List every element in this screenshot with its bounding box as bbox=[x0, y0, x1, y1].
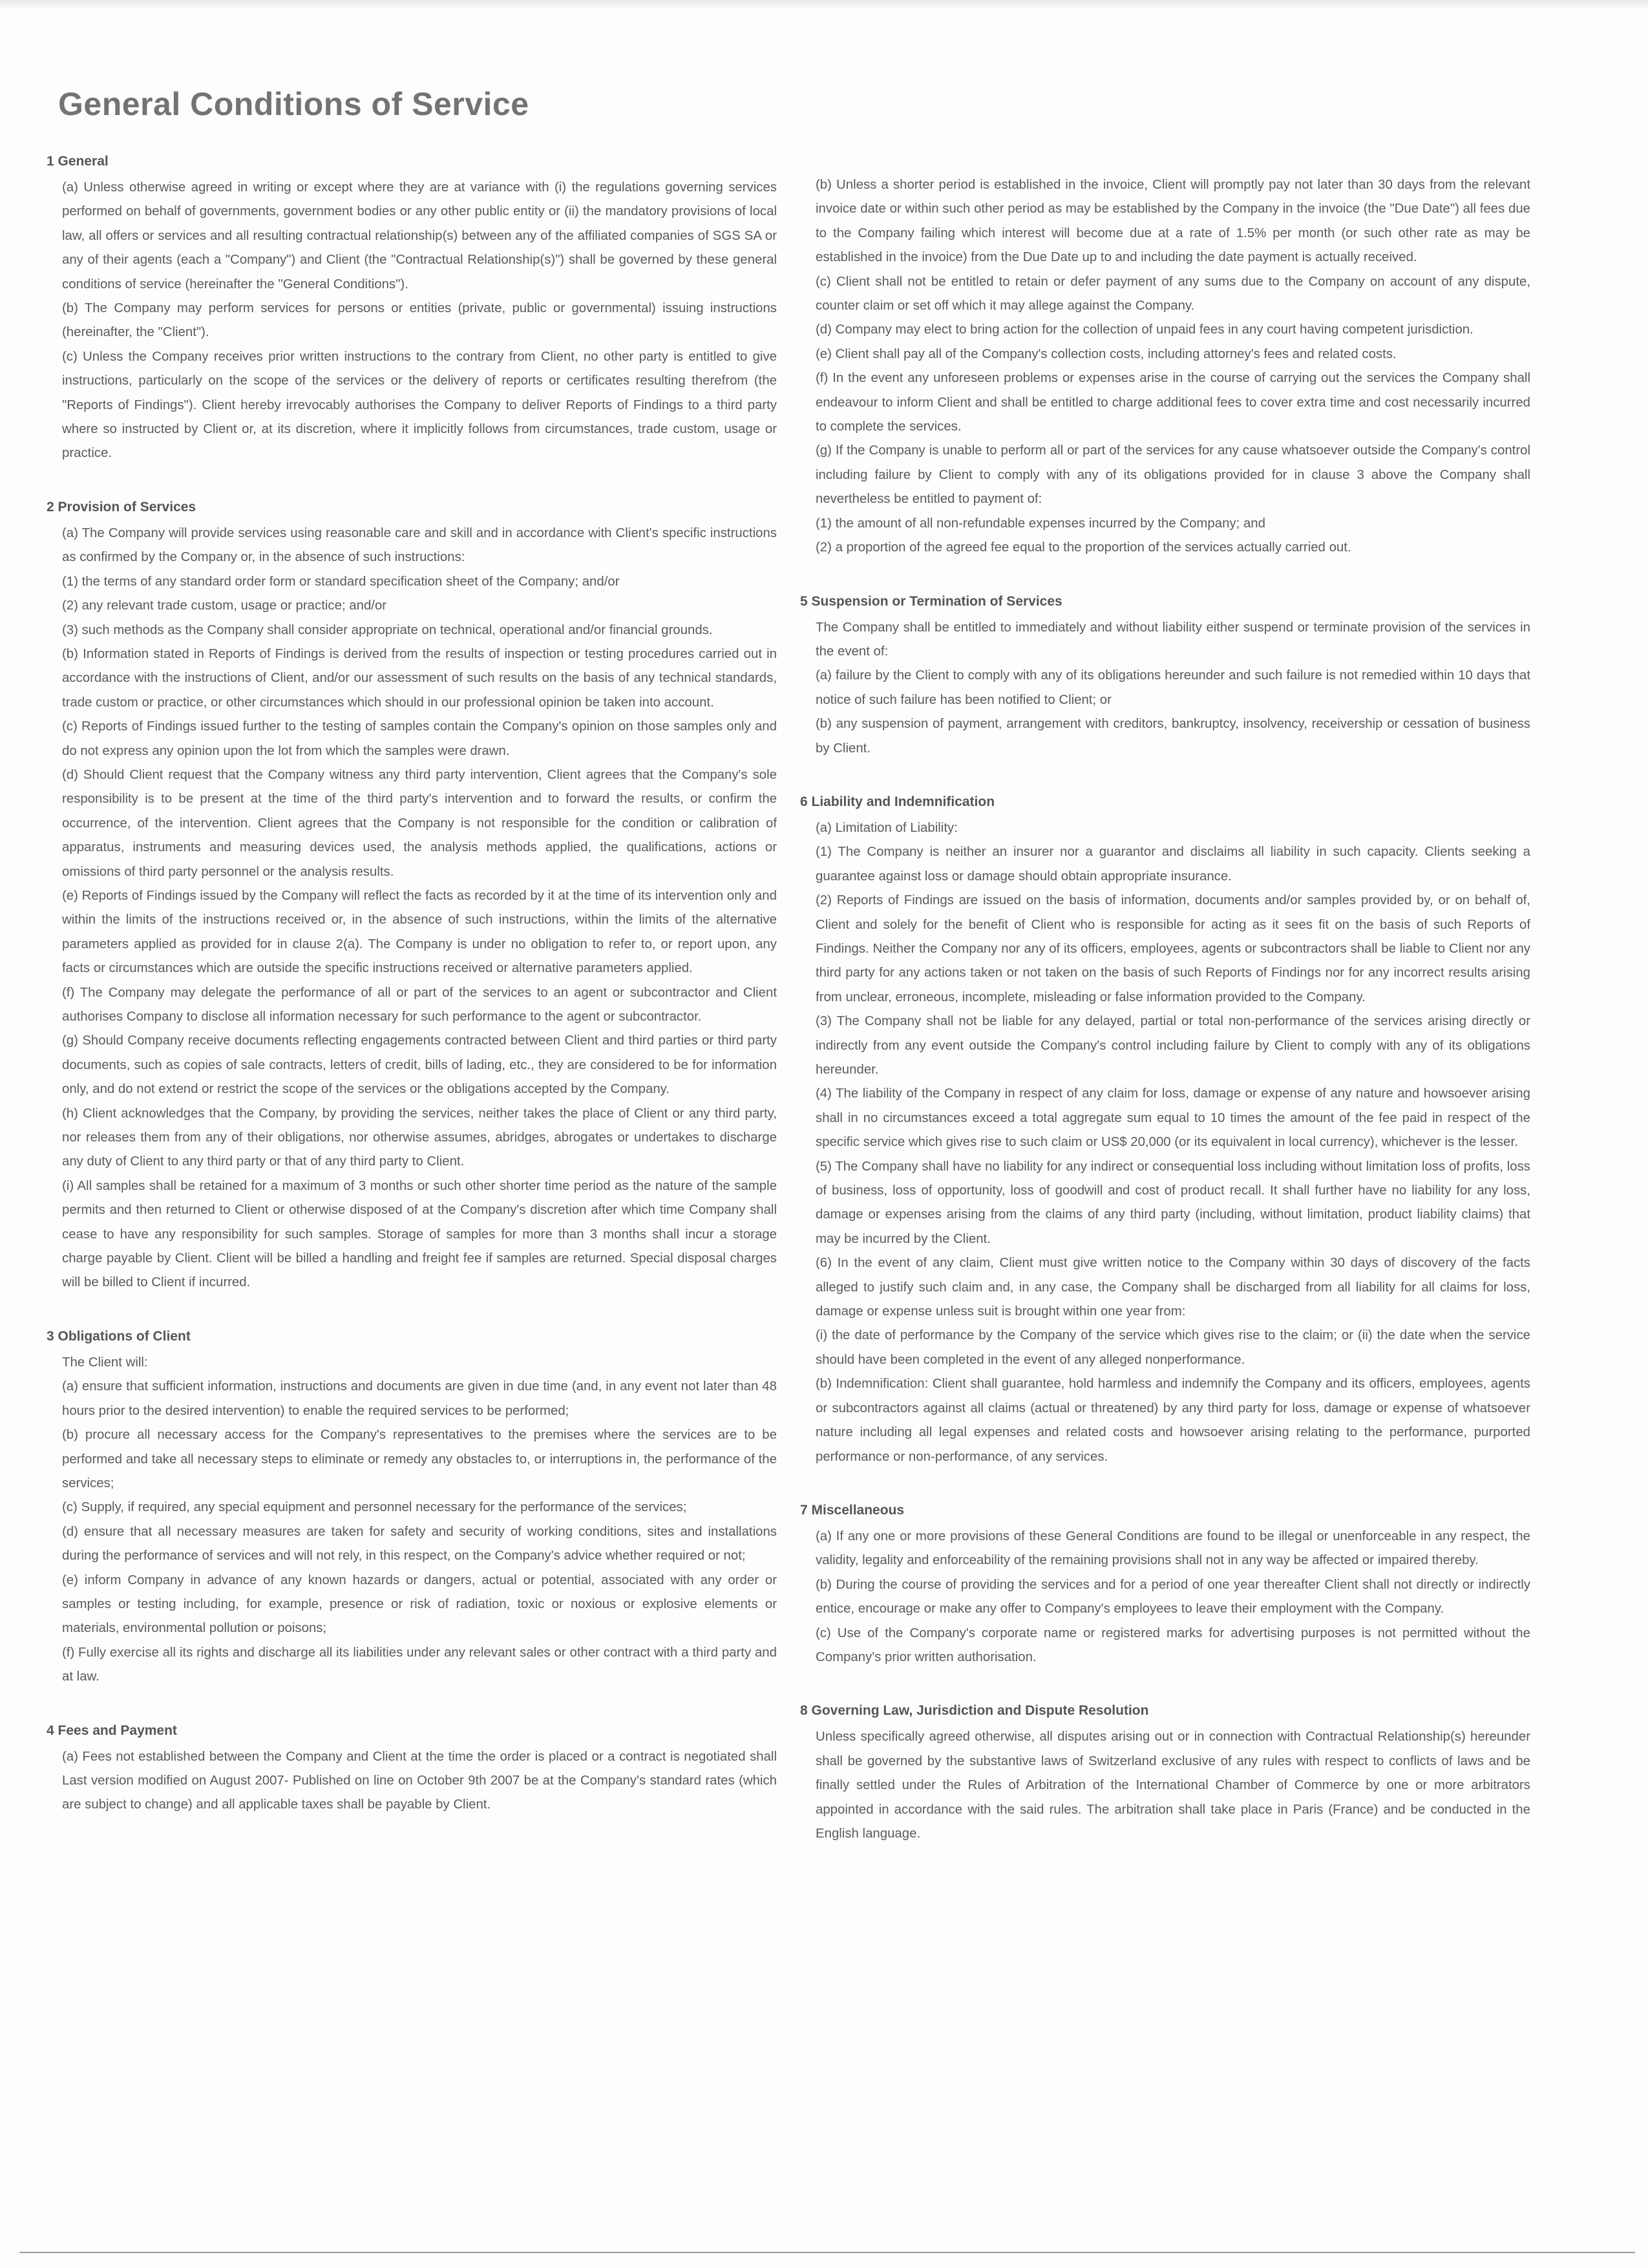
paragraph: (c) Unless the Company receives prior written instructions to the contrary from Client, no other party is entitled to give instructions, particularly on the scope of the services or the delivery of reports or certificates resulting therefrom (the "Reports of Findings"). Client hereby irrevocably authorises the Company to deliver Reports of Findings to a third party where so instructed by Client or, at its discretion, where it implicitly follows from circumstances, trade custom, usage or practice. bbox=[62, 349, 777, 461]
section-fees-and-payment bbox=[47, 1719, 777, 1818]
paragraph: (b) procure all necessary access for the Company's representatives to the premises where the services are to be performed and take all necessary steps to eliminate or remedy any obstacles to, or interruptions in, the performance of the services; bbox=[62, 1428, 777, 1490]
paragraph: The Client will: bbox=[62, 1355, 148, 1370]
paragraph: (6) In the event of any claim, Client must give written notice to the Company within 30 days of discovery of the facts alleged to justify such claim and, in any case, the Company shall be discharged from all liability for all claims for loss, damage or expense unless suit is brought within one year from: bbox=[816, 1256, 1530, 1319]
page-title: General Conditions of Service bbox=[58, 86, 529, 122]
section-heading: 4 Fees and Payment bbox=[47, 1722, 177, 1738]
paragraph: (f) In the event any unforeseen problems or expenses arise in the course of carrying out the services the Company shall endeavour to inform Client and shall be entitled to charge additional fees to cover extra time and cost necessarily incurred to complete the services. bbox=[816, 371, 1530, 434]
paragraph: (a) Limitation of Liability: bbox=[816, 820, 958, 835]
section-obligations-of-client bbox=[47, 1325, 777, 1690]
section-general bbox=[47, 150, 777, 466]
section-governing-law bbox=[800, 1699, 1530, 1846]
paragraph: (5) The Company shall have no liability for any indirect or consequential loss including without limitation loss of profits, loss of business, loss of opportunity, loss of goodwill and cost of product recall. It shall further have no liability for any loss, damage or expenses arising from the claims of any third party (including, without limitation, product liability claims) that may be incurred by the Client. bbox=[816, 1159, 1530, 1246]
paragraph: (1) The Company is neither an insurer nor a guarantor and disclaims all liability in such capacity. Clients seeking a guarantee against loss or damage should obtain appropriate insurance. bbox=[816, 845, 1530, 884]
paragraph: (e) Client shall pay all of the Company's collection costs, including attorney's fees and related costs. bbox=[816, 346, 1397, 361]
paragraph: (d) ensure that all necessary measures are taken for safety and security of working conditions, sites and installations during the performance of services and will not rely, in this respect, on the Company's advice whether required or not; bbox=[62, 1524, 777, 1563]
paragraph: (e) Reports of Findings issued by the Company will reflect the facts as recorded by it at the time of its intervention only and within the limits of the instructions received or, in the absence of such instructions, within the limits of the alternative parameters applied as provided for in clause 2(a). The Company is under no obligation to refer to, or report upon, any facts or circumstances which are outside the specific instructions received or alternative parameters applied. bbox=[62, 888, 777, 976]
paragraph: (3) The Company shall not be liable for any delayed, partial or total non-performance of the services arising directly or indirectly from any event outside the Company's control including failure by Client to comply with any of its obligations hereunder. bbox=[816, 1014, 1530, 1077]
section-heading: 1 General bbox=[47, 154, 109, 169]
paragraph: (d) Company may elect to bring action for the collection of unpaid fees in any court having competent jurisdiction. bbox=[816, 323, 1474, 337]
paragraph: (b) Unless a shorter period is established in the invoice, Client will promptly pay not later than 30 days from the relevant invoice date or within such other period as may be established by the Company in the invoice (the "Due Date") all fees due to the Company failing which interest will become due at a rate of 1.5% per month (or such other rate as may be established in the invoice) from the Due Date up to and including the date payment is actually received. bbox=[816, 178, 1530, 265]
paragraph: (4) The liability of the Company in respect of any claim for loss, damage or expense of any nature and howsoever arising shall in no circumstances exceed a total aggregate sum equal to 10 times the amount of the fee paid in respect of the specific service which gives rise to such claim or US$ 20,000 (or its equivalent in local currency), whichever is the lesser. bbox=[816, 1086, 1530, 1150]
section-heading: 2 Provision of Services bbox=[47, 499, 196, 514]
section-provision-of-services bbox=[47, 496, 777, 1295]
paragraph: (c) Supply, if required, any special equipment and personnel necessary for the performance of the services; bbox=[62, 1500, 687, 1515]
paragraph: (c) Client shall not be entitled to retain or defer payment of any sums due to the Company on account of any dispute, counter claim or set off which it may allege against the Company. bbox=[816, 274, 1530, 313]
paragraph: (b) The Company may perform services for persons or entities (private, public or governmental) issuing instructions (hereinafter, the "Client"). bbox=[62, 301, 777, 340]
paragraph: The Company shall be entitled to immediately and without liability either suspend or terminate provision of the services in the event of: bbox=[816, 620, 1530, 659]
section-heading: 5 Suspension or Termination of Services bbox=[800, 593, 1062, 609]
paragraph: (2) a proportion of the agreed fee equal to the proportion of the services actually carried out. bbox=[816, 540, 1351, 555]
paragraph: (1) the amount of all non-refundable expenses incurred by the Company; and bbox=[816, 516, 1265, 531]
paragraph: (a) Fees not established between the Company and Client at the time the order is placed or a contract is negotiated shall Last version modified on August 2007- Published on line on October 9th 2007 be at the Company's standard rates (which are subject to change) and all applicable taxes shall be payable by Client. bbox=[62, 1749, 777, 1812]
right-column bbox=[800, 173, 1530, 1876]
section-suspension-termination bbox=[800, 590, 1530, 761]
paragraph: (a) failure by the Client to comply with any of its obligations hereunder and such failure is not remedied within 10 days that notice of such failure has been notified to Client; or bbox=[816, 668, 1530, 707]
section-miscellaneous bbox=[800, 1499, 1530, 1669]
left-column bbox=[47, 150, 777, 1847]
section-liability-indemnification bbox=[800, 790, 1530, 1469]
paragraph: (e) inform Company in advance of any known hazards or dangers, actual or potential, associated with any order or samples or testing including, for example, presence or risk of radiation, toxic or noxious or explosive elements or materials, environmental pollution or poisons; bbox=[62, 1573, 777, 1636]
paragraph: (g) Should Company receive documents reflecting engagements contracted between Client and third parties or third party documents, such as copies of sale contracts, letters of credit, bills of lading, etc., they are considered to be for information only, and do not extend or restrict the scope of the services or the obligations accepted by the Company. bbox=[62, 1033, 777, 1097]
paragraph: (h) Client acknowledges that the Company, by providing the services, neither takes the place of Client or any third party, nor releases them from any of their obligations, nor otherwise assumes, abridges, abrogates or undertakes to discharge any duty of Client to any third party or that of any third party to Client. bbox=[62, 1106, 777, 1169]
section-heading: 8 Governing Law, Jurisdiction and Dispute Resolution bbox=[800, 1703, 1149, 1719]
paragraph: (f) The Company may delegate the performance of all or part of the services to an agent or subcontractor and Client authorises Company to disclose all information necessary for such performance to the agent or subcontractor. bbox=[62, 985, 777, 1024]
paragraph: (a) If any one or more provisions of these General Conditions are found to be illegal or unenforceable in any respect, the validity, legality and enforceability of the remaining provisions shall not in any way be affected or impaired thereby. bbox=[816, 1529, 1530, 1568]
paragraph: (b) Information stated in Reports of Findings is derived from the results of inspection or testing procedures carried out in accordance with the instructions of Client, and/or our assessment of such results on the basis of any technical standards, trade custom or practice, or other circumstances which should in our professional opinion be taken into account. bbox=[62, 646, 777, 710]
section-heading: 6 Liability and Indemnification bbox=[800, 794, 995, 809]
paragraph: (i) the date of performance by the Company of the service which gives rise to the claim; or (ii) the date when the service should have been completed in the event of any alleged nonperformance. bbox=[816, 1328, 1530, 1367]
paragraph: (a) The Company will provide services using reasonable care and skill and in accordance with Client's specific instructions as confirmed by the Company or, in the absence of such instructions: bbox=[62, 525, 777, 565]
paragraph: (1) the terms of any standard order form or standard specification sheet of the Company; and/or bbox=[62, 574, 620, 589]
paragraph: (3) such methods as the Company shall consider appropriate on technical, operational and/or financial grounds. bbox=[62, 622, 713, 637]
paragraph: (2) any relevant trade custom, usage or practice; and/or bbox=[62, 599, 387, 613]
paragraph: (i) All samples shall be retained for a maximum of 3 months or such other shorter time period as the nature of the sample permits and then returned to Client or otherwise disposed of at the Company's discretion after which time Company shall cease to have any responsibility for such samples. Storage of samples for more than 3 months shall incur a storage charge payable by Client. Client will be billed a handling and freight fee if samples are returned. Special disposal charges will be billed to Client if incurred. bbox=[62, 1178, 777, 1290]
paragraph: (c) Reports of Findings issued further to the testing of samples contain the Company's opinion on those samples only and do not express any opinion upon the lot from which the samples were drawn. bbox=[62, 719, 777, 758]
paragraph: (b) During the course of providing the services and for a period of one year thereafter Client shall not directly or indirectly entice, encourage or make any offer to Company's employees to leave their employment with the Company. bbox=[816, 1577, 1530, 1616]
paragraph: (d) Should Client request that the Company witness any third party intervention, Client agrees that the Company's sole responsibility is to be present at the time of the third party's intervention and to forward the results, or confirm the occurrence, of the intervention. Client agrees that the Company is not responsible for the condition or calibration of apparatus, instruments and measuring devices used, the analysis methods applied, the qualifications, actions or omissions of third party personnel or the analysis results. bbox=[62, 767, 777, 879]
section-heading: 3 Obligations of Client bbox=[47, 1328, 191, 1344]
paragraph: (2) Reports of Findings are issued on the basis of information, documents and/or samples provided by, or on behalf of, Client and solely for the benefit of Client who is responsible for acting as it sees fit on the basis of such Reports of Findings. Neither the Company nor any of its officers, employees, agents or subcontractors shall be liable to Client nor any third party for any actions taken or not taken on the basis of such Reports of Findings nor for any incorrect results arising from unclear, erroneous, incomplete, misleading or false information provided to the Company. bbox=[816, 893, 1530, 1004]
section-fees-continued bbox=[800, 173, 1530, 560]
paragraph: (a) Unless otherwise agreed in writing or except where they are at variance with (i) the regulations governing services performed on behalf of governments, government bodies or any other public entity or (ii) the mandatory provisions of local law, all offers or services and all resulting contractual relationship(s) between any of the affiliated companies of SGS SA or any of their agents (each a "Company") and Client (the "Contractual Relationship(s)") shall be governed by these general conditions of service (hereinafter the "General Conditions"). bbox=[62, 180, 777, 291]
section-heading: 7 Miscellaneous bbox=[800, 1502, 905, 1518]
scan-shadow bbox=[0, 0, 1648, 9]
paragraph: (b) Indemnification: Client shall guarantee, hold harmless and indemnify the Company and its officers, employees, agents or subcontractors against all claims (actual or threatened) by any third party for loss, damage or expense of whatsoever nature including all legal expenses and related costs and howsoever arising relating to the performance, purported performance or non-performance, of any services. bbox=[816, 1377, 1530, 1464]
bottom-rule bbox=[19, 2252, 1635, 2253]
paragraph: (a) ensure that sufficient information, instructions and documents are given in due time (and, in any event not later than 48 hours prior to the desired intervention) to enable the required services to be performed; bbox=[62, 1379, 777, 1418]
paragraph: Unless specifically agreed otherwise, all disputes arising out or in connection with Contractual Relationship(s) hereunder shall be governed by the substantive laws of Switzerland exclusive of any rules with respect to conflicts of laws and be finally settled under the Rules of Arbitration of the International Chamber of Commerce by one or more arbitrators appointed in accordance with the said rules. The arbitration shall take place in Paris (France) and be conducted in the English language. bbox=[816, 1730, 1530, 1841]
paragraph: (g) If the Company is unable to perform all or part of the services for any cause whatsoever outside the Company's control including failure by Client to comply with any of its obligations provided for in clause 3 above the Company shall nevertheless be entitled to payment of: bbox=[816, 443, 1530, 507]
paragraph: (f) Fully exercise all its rights and discharge all its liabilities under any relevant sales or other contract with a third party and at law. bbox=[62, 1645, 777, 1684]
paragraph: (c) Use of the Company's corporate name or registered marks for advertising purposes is not permitted without the Company's prior written authorisation. bbox=[816, 1626, 1530, 1664]
paragraph: (b) any suspension of payment, arrangement with creditors, bankruptcy, insolvency, receivership or cessation of business by Client. bbox=[816, 717, 1530, 756]
